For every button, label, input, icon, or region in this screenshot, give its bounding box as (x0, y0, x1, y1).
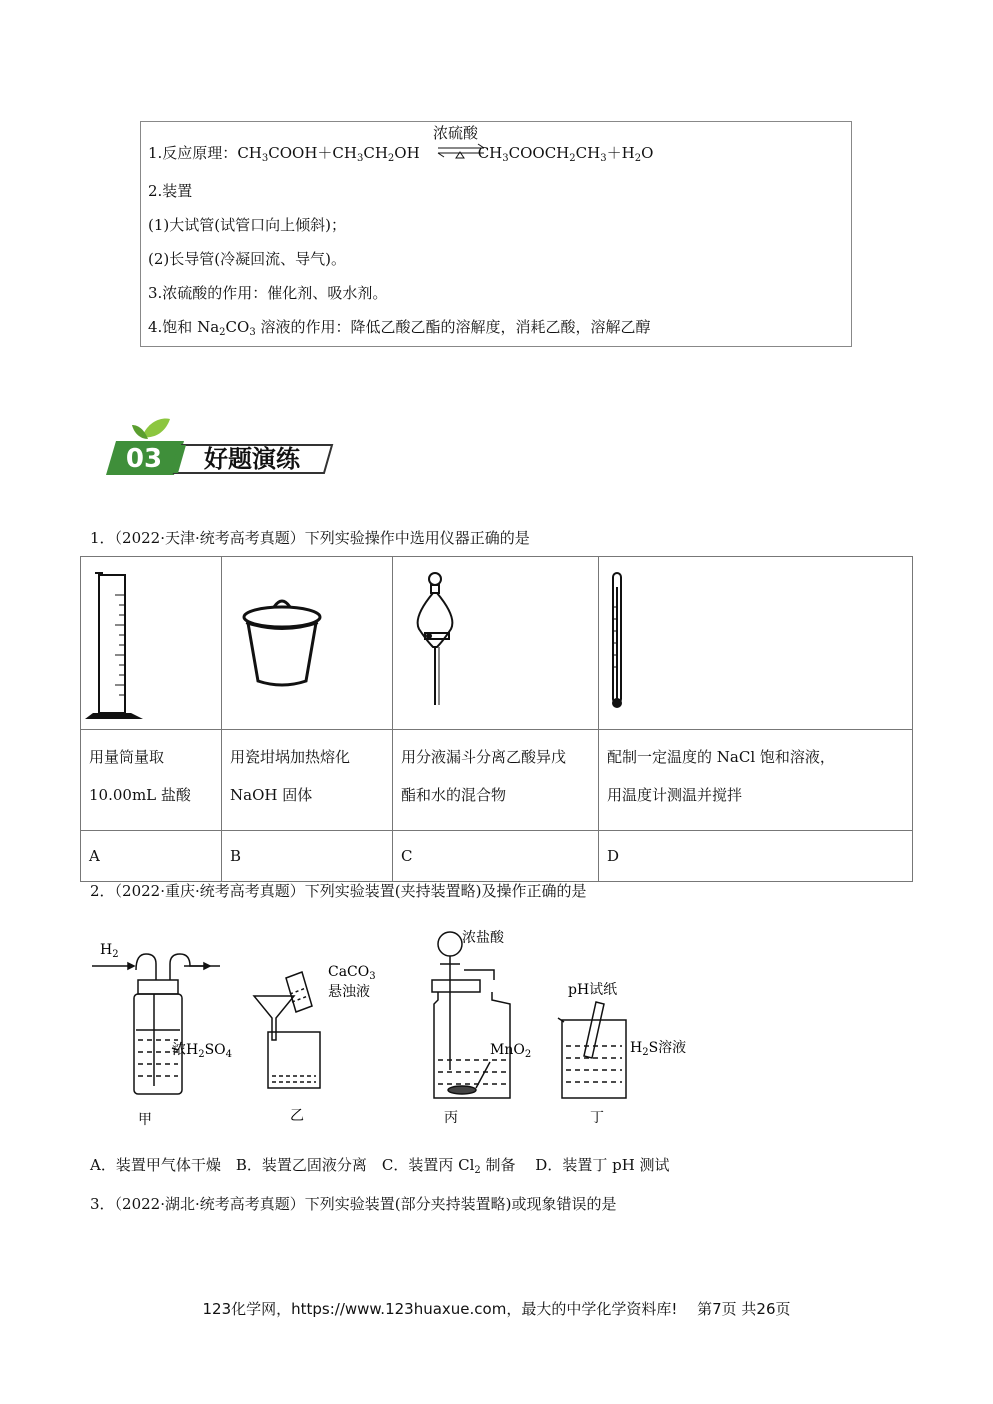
option-b-desc: 用瓷坩埚加热熔化 NaOH 固体 (222, 730, 393, 831)
option-d-desc: 配制一定温度的 NaCl 饱和溶液， 用温度计测温并搅拌 (599, 730, 913, 831)
label-suspension: 悬浊液 (328, 984, 370, 1000)
option-a-label: A (81, 831, 222, 882)
option-c-desc: 用分液漏斗分离乙酸异戊 酯和水的混合物 (393, 730, 599, 831)
summary-line-3: (1)大试管(试管口向上倾斜)； (148, 216, 346, 234)
option-a-desc: 用量筒量取 10.00mL 盐酸 (81, 730, 222, 831)
apparatus-jia (92, 954, 220, 1094)
label-h2so4: 浓$H_2SO_4$ (172, 1042, 233, 1060)
graduated-cylinder-icon (81, 557, 221, 725)
caption-yi: 乙 (290, 1108, 304, 1124)
option-d-label: D (599, 831, 913, 882)
label-ph-paper: pH试纸 (568, 982, 618, 998)
option-d-image (599, 557, 913, 730)
caption-bing: 丙 (444, 1110, 458, 1126)
section-number: 03 (125, 444, 163, 474)
label-h2: $H_2$ (100, 942, 119, 960)
reversible-arrow-icon (436, 143, 486, 159)
reaction-equation: 1.反应原理：$CH_3COOH+CH_3CH_2OH$ $CH_3COOCH_2CH_3+H_2O$ (148, 144, 654, 164)
label-hcl: 浓盐酸 (462, 930, 504, 946)
section-title: 好题演练 (204, 445, 300, 473)
label-caco3: CaCO$_3$ (328, 964, 376, 982)
section-banner (104, 415, 336, 485)
apparatus-yi (254, 972, 320, 1088)
caption-jia: 甲 (138, 1112, 152, 1128)
q2-stem: 2．（2022·重庆·统考高考真题）下列实验装置(夹持装置略)及操作正确的是 (90, 882, 587, 900)
q1-options-table (80, 556, 913, 882)
option-b-image (222, 557, 393, 730)
separatory-funnel-icon (393, 557, 598, 725)
option-c-image (393, 557, 599, 730)
apparatus-ding (558, 1002, 626, 1098)
thermometer-icon (599, 557, 859, 725)
option-c-label: C (393, 831, 599, 882)
q1-stem: 1．（2022·天津·统考高考真题）下列实验操作中选用仪器正确的是 (90, 529, 530, 547)
label-mno2: MnO$_2$ (490, 1042, 532, 1060)
option-a-image (81, 557, 222, 730)
catalyst-label: 浓硫酸 (433, 124, 479, 142)
summary-line-6: 4.饱和 $Na_2CO_3$ 溶液的作用：降低乙酸乙酯的溶解度，消耗乙酸，溶解乙醇 (148, 318, 651, 338)
summary-line-5: 3.浓硫酸的作用：催化剂、吸水剂。 (148, 284, 388, 302)
q2-apparatus-figure (80, 920, 740, 1130)
option-b-label: B (222, 831, 393, 882)
q3-stem: 3．（2022·湖北·统考高考真题）下列实验装置(部分夹持装置略)或现象错误的是 (90, 1195, 617, 1213)
page-footer: 123化学网，https://www.123huaxue.com，最大的中学化学资料库! 第7页 共26页 (202, 1300, 791, 1318)
leaf-icon (142, 419, 170, 438)
summary-line-4: (2)长导管(冷凝回流、导气)。 (148, 250, 346, 268)
label-h2s: $H_2S$溶液 (630, 1040, 687, 1058)
summary-line-2: 2.装置 (148, 182, 193, 200)
caption-ding: 丁 (590, 1110, 604, 1126)
apparatus-bing (432, 932, 510, 1098)
crucible-icon (222, 557, 392, 725)
q2-answers: A．装置甲气体干燥 B．装置乙固液分离 C．装置丙 $Cl_2$ 制备 D．装置丁 pH 测试 (90, 1156, 670, 1176)
